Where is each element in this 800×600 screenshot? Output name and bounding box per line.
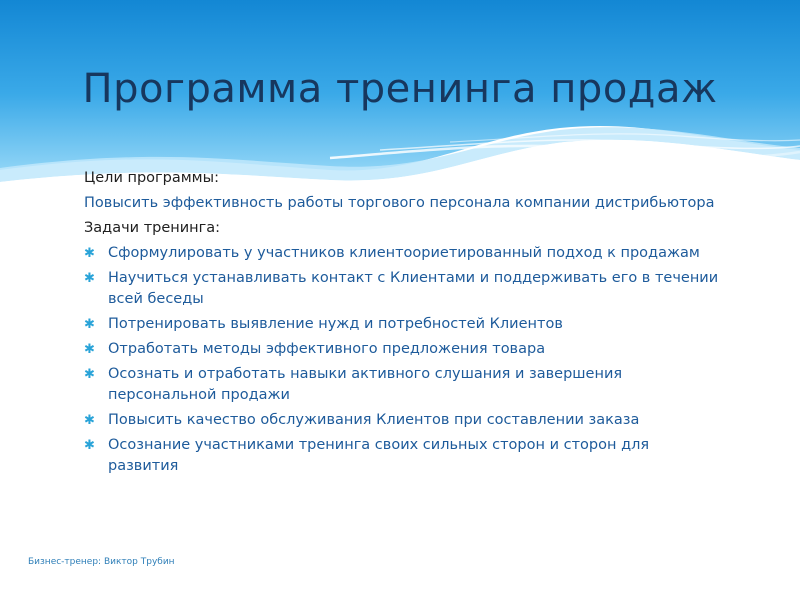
task-text: Отработать методы эффективного предложения товара <box>108 341 546 357</box>
list-item <box>84 243 724 264</box>
task-text: Осознать и отработать навыки активного слушания и завершения персональной продажи <box>108 366 623 403</box>
list-item <box>84 314 724 335</box>
tasks-list <box>84 243 724 477</box>
list-item <box>84 410 724 431</box>
task-text: Осознание участниками тренинга своих сильных сторон и сторон для развития <box>108 437 650 474</box>
asterisk-bullet-icon: ✱ <box>84 413 95 428</box>
list-item <box>84 364 724 406</box>
list-item <box>84 268 724 310</box>
goals-heading: Цели программы: <box>84 170 219 186</box>
asterisk-bullet-icon: ✱ <box>84 438 95 453</box>
footer-trainer: Бизнес-тренер: Виктор Трубин <box>28 557 175 567</box>
slide-title: Программа тренинга продаж <box>82 66 718 112</box>
tasks-heading: Задачи тренинга: <box>84 220 221 236</box>
asterisk-bullet-icon: ✱ <box>84 246 95 261</box>
slide-content <box>84 168 724 481</box>
list-item <box>84 435 724 477</box>
task-text: Сформулировать у участников клиентоориетированный подход к продажам <box>108 245 700 261</box>
asterisk-bullet-icon: ✱ <box>84 317 95 332</box>
task-text: Потренировать выявление нужд и потребностей Клиентов <box>108 316 563 332</box>
goal-text: Повысить эффективность работы торгового персонала компании дистрибьютора <box>84 195 715 211</box>
asterisk-bullet-icon: ✱ <box>84 367 95 382</box>
list-item <box>84 339 724 360</box>
task-text: Повысить качество обслуживания Клиентов при составлении заказа <box>108 412 640 428</box>
asterisk-bullet-icon: ✱ <box>84 342 95 357</box>
task-text: Научиться устанавливать контакт с Клиентами и поддерживать его в течении всей беседы <box>108 270 719 307</box>
asterisk-bullet-icon: ✱ <box>84 271 95 286</box>
